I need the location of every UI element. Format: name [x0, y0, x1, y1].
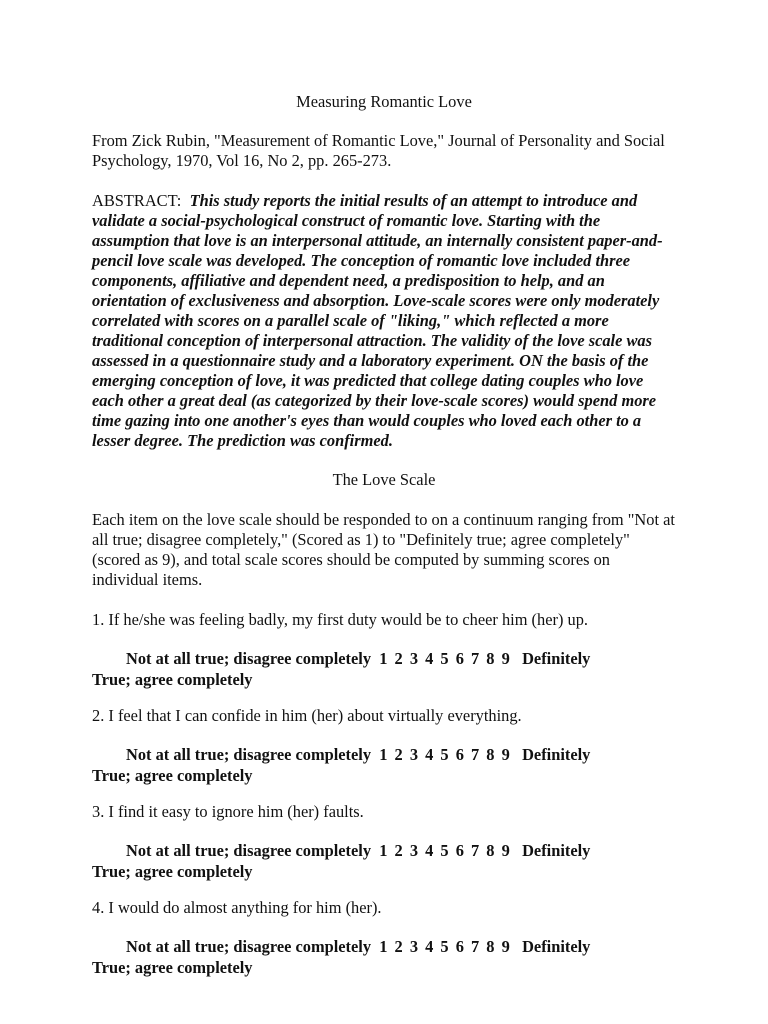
scale-numbers: 1 2 3 4 5 6 7 8 9	[379, 841, 510, 860]
section-title: The Love Scale	[332, 470, 436, 489]
rating-scale-2	[92, 744, 676, 786]
scale-high-anchor-cont: True; agree completely	[92, 670, 253, 689]
scale-item-1: 1. If he/she was feeling badly, my first duty would be to cheer him (her) up.	[92, 610, 588, 629]
scale-low-anchor: Not at all true; disagree completely	[126, 649, 372, 668]
scale-low-anchor: Not at all true; disagree completely	[126, 841, 372, 860]
scale-item-2: 2. I feel that I can confide in him (her) about virtually everything.	[92, 706, 522, 725]
scale-low-anchor: Not at all true; disagree completely	[126, 937, 372, 956]
scale-high-anchor-cont: True; agree completely	[92, 766, 253, 785]
abstract	[92, 191, 676, 451]
rating-scale-3	[92, 840, 676, 882]
scale-item-3: 3. I find it easy to ignore him (her) faults.	[92, 802, 364, 821]
abstract-label: ABSTRACT:	[92, 191, 182, 210]
scale-high-anchor-cont: True; agree completely	[92, 958, 253, 977]
abstract-text: This study reports the initial results of an attempt to introduce and validate a social-psychological construct of romantic love. Starting with the assumption that love is an interpersonal attitude, an internally consistent paper-and-pencil love scale was developed. The conception of romantic love included three components, affiliative and dependent need, a predisposition to help, and an orientation of exclusiveness and absorption. Love-scale scores were only moderately correlated with scores on a parallel scale of "liking," which reflected a more traditional conception of interpersonal attraction. The validity of the love scale was assessed in a questionnaire study and a laboratory experiment. ON the basis of the emerging conception of love, it was predicted that college dating couples who love each other a great deal (as categorized by their love-scale scores) would spend more time gazing into one another's eyes than would couples who loved each other to a lesser degree. The prediction was confirmed.	[92, 191, 663, 450]
scale-numbers: 1 2 3 4 5 6 7 8 9	[379, 649, 510, 668]
scale-high-anchor: Definitely	[522, 649, 591, 668]
scale-numbers: 1 2 3 4 5 6 7 8 9	[379, 937, 510, 956]
scale-numbers: 1 2 3 4 5 6 7 8 9	[379, 745, 510, 764]
scale-high-anchor: Definitely	[522, 841, 591, 860]
scale-high-anchor-cont: True; agree completely	[92, 862, 253, 881]
scale-instructions: Each item on the love scale should be responded to on a continuum ranging from "Not at all true; disagree completely," (Scored as 1) to "Definitely true; agree completely" (scored as 9), and total scale scores should be computed by summing scores on individual items.	[92, 510, 675, 589]
scale-low-anchor: Not at all true; disagree completely	[126, 745, 372, 764]
page-title: Measuring Romantic Love	[296, 92, 472, 111]
rating-scale-4	[92, 936, 676, 978]
scale-high-anchor: Definitely	[522, 937, 591, 956]
rating-scale-1	[92, 648, 676, 690]
citation: From Zick Rubin, "Measurement of Romantic Love," Journal of Personality and Social Psychology, 1970, Vol 16, No 2, pp. 265-273.	[92, 131, 665, 170]
scale-high-anchor: Definitely	[522, 745, 591, 764]
scale-item-4: 4. I would do almost anything for him (her).	[92, 898, 382, 917]
